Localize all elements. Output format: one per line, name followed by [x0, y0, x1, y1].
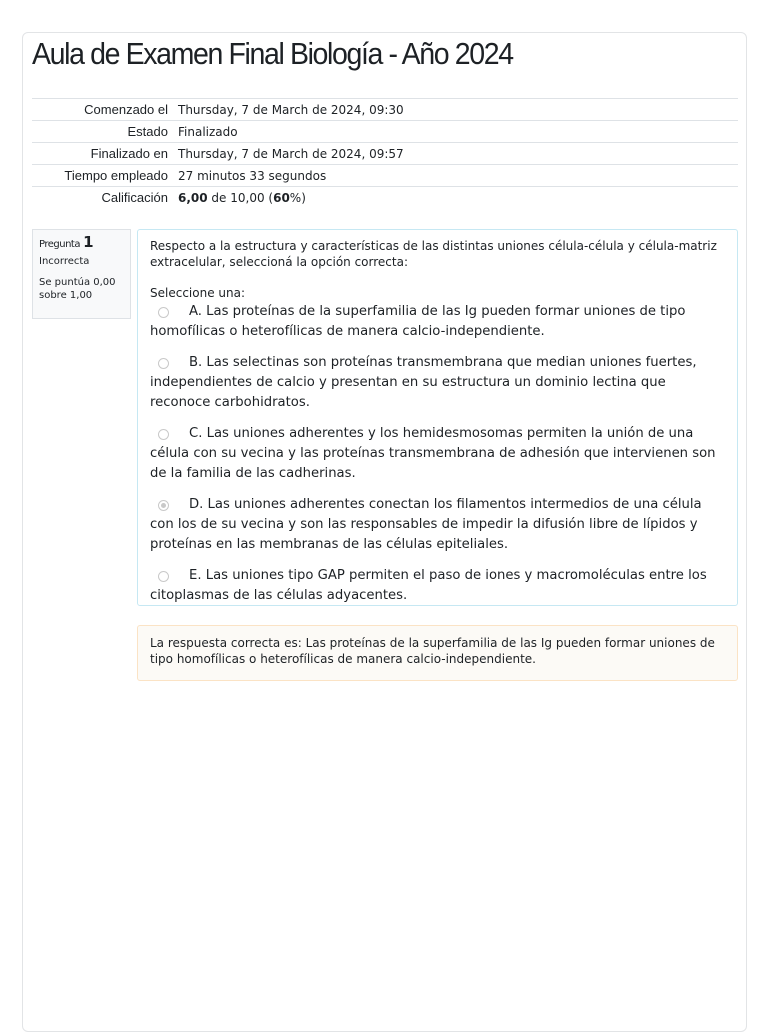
radio-button[interactable] — [158, 358, 169, 369]
radio-button[interactable] — [158, 571, 169, 582]
summary-value: Thursday, 7 de March de 2024, 09:57 — [174, 143, 738, 165]
attempt-summary-table — [32, 98, 738, 209]
question-text: Respecto a la estructura y características de las distintas uniones célula-célula y célula-matriz extracelular, seleccioná la opción correcta: — [150, 239, 717, 269]
summary-value: Finalizado — [174, 121, 738, 143]
summary-label: Comenzado el — [32, 99, 174, 121]
grade-percent: 60 — [273, 190, 290, 205]
question-content — [137, 229, 738, 606]
question-info-box — [32, 229, 131, 319]
answer-option-c[interactable] — [150, 424, 725, 484]
answer-option-text: B. Las selectinas son proteínas transmembrana que median uniones fuertes, independientes de calcio y presentan en su estructura un dominio lectina que reconoce carbohidratos. — [150, 355, 697, 410]
summary-row-time-taken — [32, 165, 738, 187]
question-mark-line2: sobre 1,00 — [39, 290, 93, 301]
answer-option-b[interactable] — [150, 353, 725, 413]
grade-suffix: %) — [289, 190, 306, 205]
answer-option-text: A. Las proteínas de la superfamilia de las Ig pueden formar uniones de tipo homofílicas o heterofílicas de manera calcio-independiente. — [150, 304, 686, 339]
answer-option-text: D. Las uniones adherentes conectan los filamentos intermedios de una célula con los de su vecina y son las responsables de impedir la difusión libre de lípidos y proteínas en las membranas de las células epiteliales. — [150, 497, 702, 552]
grade-value — [174, 187, 738, 209]
grade-score: 6,00 — [178, 190, 208, 205]
question-state: Incorrecta — [39, 256, 90, 267]
grade-total: de 10,00 ( — [207, 190, 274, 205]
summary-row-state — [32, 121, 738, 143]
question-mark-line1: Se puntúa 0,00 — [39, 277, 116, 288]
answer-option-text: C. Las uniones adherentes y los hemidesmosomas permiten la unión de una célula con su vecina y las proteínas transmembrana de adhesión que intervienen son de la familia de las cadherinas. — [150, 426, 716, 481]
summary-label: Calificación — [32, 187, 174, 209]
correct-answer-feedback: La respuesta correcta es: Las proteínas de la superfamilia de las Ig pueden formar uniones de tipo homofílicas o heterofílicas de manera calcio-independiente. — [137, 625, 738, 681]
summary-row-grade — [32, 187, 738, 209]
question-number-value: 1 — [83, 233, 94, 251]
question-number — [39, 233, 124, 251]
summary-label: Finalizado en — [32, 143, 174, 165]
answer-option-a[interactable] — [150, 302, 725, 342]
summary-label: Estado — [32, 121, 174, 143]
answer-option-d[interactable] — [150, 495, 725, 555]
question-number-label: Pregunta — [39, 239, 80, 250]
summary-row-finished — [32, 143, 738, 165]
summary-value: Thursday, 7 de March de 2024, 09:30 — [174, 99, 738, 121]
answer-option-text: E. Las uniones tipo GAP permiten el paso de iones y macromoléculas entre los citoplasmas de las células adyacentes. — [150, 568, 707, 603]
summary-value: 27 minutos 33 segundos — [174, 165, 738, 187]
radio-button[interactable] — [158, 307, 169, 318]
answer-prompt: Seleccione una: — [150, 286, 245, 300]
page-title: Aula de Examen Final Biología - Año 2024 — [32, 36, 513, 71]
answer-options — [150, 302, 725, 606]
answer-option-e[interactable] — [150, 566, 725, 606]
radio-button[interactable] — [158, 429, 169, 440]
radio-button-selected[interactable] — [158, 500, 169, 511]
summary-label: Tiempo empleado — [32, 165, 174, 187]
summary-row-started — [32, 99, 738, 121]
